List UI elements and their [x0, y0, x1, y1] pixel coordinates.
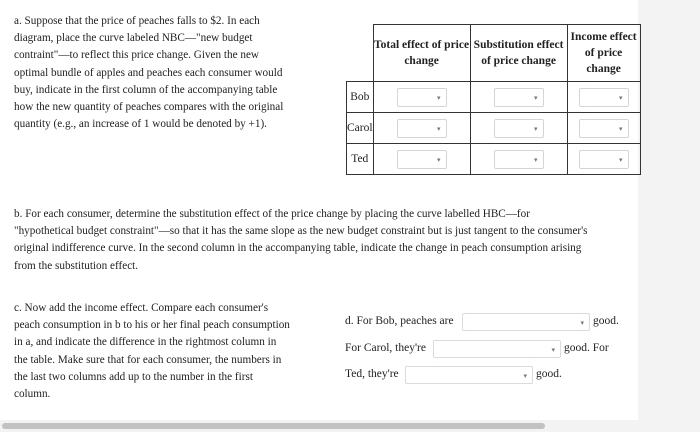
carol-substitution-select[interactable]	[494, 119, 544, 138]
chevron-down-icon: ▾	[551, 346, 555, 354]
chevron-down-icon: ▾	[523, 372, 527, 380]
part-c-line: peach consumption in b to his or her final peach consumption	[14, 319, 290, 332]
part-a-line: buy, indicate in the first column of the accompanying table	[14, 83, 278, 96]
bob-total-select[interactable]	[397, 88, 447, 107]
part-a-line: how the new quantity of peaches compares with the original	[14, 101, 284, 114]
part-c-line: column.	[14, 388, 51, 401]
table-row	[347, 113, 641, 144]
table-row	[347, 144, 641, 175]
ted-good-label: Ted, they're	[345, 368, 399, 380]
part-a-line: diagram, place the curve labeled NBC—"new budget	[14, 32, 253, 45]
part-a-line: a. Suppose that the price of peaches falls to $2. In each	[14, 15, 260, 27]
part-c-line: c. Now add the income effect. Compare each consumer's	[14, 302, 269, 314]
chevron-down-icon: ▾	[534, 93, 538, 102]
table-row	[347, 82, 641, 113]
chevron-down-icon: ▾	[437, 155, 441, 164]
ted-total-select[interactable]	[397, 150, 447, 169]
carol-good-suffix: good. For	[564, 342, 609, 354]
row-label-carol: Carol	[347, 113, 374, 144]
header-income-effect: Income effect of price change	[567, 25, 640, 82]
part-b-line: b. For each consumer, determine the substitution effect of the price change by placing the curve labelled HBC—for	[14, 208, 530, 220]
part-b-text	[14, 206, 634, 275]
chevron-down-icon: ▾	[534, 155, 538, 164]
bob-good-suffix: good.	[593, 315, 619, 327]
horizontal-scrollbar[interactable]	[0, 420, 638, 432]
carol-good-select[interactable]	[433, 340, 561, 358]
bob-substitution-select[interactable]	[494, 88, 544, 107]
chevron-down-icon: ▾	[619, 93, 623, 102]
part-a-line: contraint"—to reflect this price change. Given the new	[14, 49, 260, 62]
part-c-text	[14, 300, 334, 403]
part-b-line: from the substitution effect.	[14, 259, 139, 272]
part-a-line: optimal bundle of apples and peaches each consumer would	[14, 66, 283, 79]
bob-good-label: d. For Bob, peaches are	[345, 315, 454, 327]
part-b-line: original indifference curve. In the second column in the accompanying table, indicate the change in peach consumption arising	[14, 242, 582, 255]
bob-good-select[interactable]	[462, 313, 590, 331]
header-substitution-effect: Substitution effect of price change	[470, 25, 567, 82]
part-c-line: the last two columns add up to the number in the first	[14, 370, 253, 383]
scrollbar-thumb[interactable]	[2, 423, 545, 429]
chevron-down-icon: ▾	[580, 319, 584, 327]
chevron-down-icon: ▾	[619, 124, 623, 133]
part-a-text	[14, 13, 339, 133]
carol-total-select[interactable]	[397, 119, 447, 138]
carol-good-label: For Carol, they're	[345, 342, 426, 354]
ted-income-select[interactable]	[579, 150, 629, 169]
row-label-bob: Bob	[347, 82, 374, 113]
ted-good-select[interactable]	[405, 366, 533, 384]
chevron-down-icon: ▾	[534, 124, 538, 133]
carol-income-select[interactable]	[579, 119, 629, 138]
chevron-down-icon: ▾	[437, 124, 441, 133]
ted-substitution-select[interactable]	[494, 150, 544, 169]
bob-income-select[interactable]	[579, 88, 629, 107]
part-a-line: quantity (e.g., an increase of 1 would be denoted by +1).	[14, 118, 267, 131]
part-c-line: in a, and indicate the difference in the rightmost column in	[14, 336, 277, 349]
chevron-down-icon: ▾	[619, 155, 623, 164]
part-b-line: "hypothetical budget constraint"—so that it has the same slope as the new budget constraint but is just tangent to the consumer's	[14, 225, 588, 238]
header-total-effect: Total effect of price change	[373, 25, 470, 82]
effects-table	[346, 24, 641, 175]
row-label-ted: Ted	[347, 144, 374, 175]
part-c-line: the table. Make sure that for each consumer, the numbers in	[14, 353, 282, 366]
ted-good-suffix: good.	[536, 368, 562, 380]
chevron-down-icon: ▾	[437, 93, 441, 102]
